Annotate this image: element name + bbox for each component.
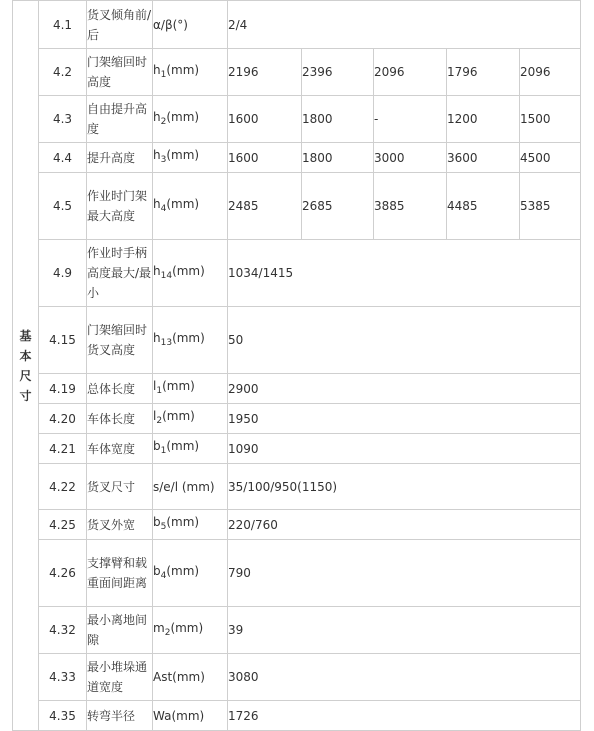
table-row bbox=[13, 607, 581, 654]
parameter-symbol bbox=[153, 173, 228, 240]
value-cell: 3080 bbox=[228, 654, 581, 701]
row-number: 4.35 bbox=[39, 701, 87, 731]
row-number: 4.2 bbox=[39, 49, 87, 96]
value-cell: 1950 bbox=[228, 404, 581, 434]
parameter-name: 自由提升高度 bbox=[87, 96, 153, 143]
table-row bbox=[13, 404, 581, 434]
row-number: 4.21 bbox=[39, 434, 87, 464]
value-cell: 4485 bbox=[447, 173, 520, 240]
value-cell: 2485 bbox=[228, 173, 302, 240]
parameter-name: 提升高度 bbox=[87, 143, 153, 173]
symbol-text: m bbox=[153, 620, 165, 635]
symbol-subscript: 4 bbox=[160, 203, 167, 214]
symbol-text: (mm) bbox=[166, 62, 200, 77]
table-row bbox=[13, 701, 581, 731]
symbol-text: h bbox=[153, 148, 161, 162]
value-cell: 50 bbox=[228, 307, 581, 374]
value-cell: 1090 bbox=[228, 434, 581, 464]
row-number: 4.26 bbox=[39, 540, 87, 607]
value-cell: 3600 bbox=[447, 143, 520, 173]
symbol-subscript: 1 bbox=[160, 446, 167, 456]
parameter-symbol bbox=[153, 374, 228, 404]
value-cell: - bbox=[374, 96, 447, 143]
value-cell: 1200 bbox=[447, 96, 520, 143]
value-cell: 2396 bbox=[302, 49, 374, 96]
parameter-name: 门架缩回时货叉高度 bbox=[87, 307, 153, 374]
table-row bbox=[13, 374, 581, 404]
value-cell: 2/4 bbox=[228, 1, 581, 49]
table-row bbox=[13, 654, 581, 701]
symbol-text: h bbox=[153, 62, 161, 77]
value-cell: 4500 bbox=[520, 143, 581, 173]
parameter-name: 车体长度 bbox=[87, 404, 153, 434]
parameter-symbol bbox=[153, 404, 228, 434]
value-cell: 1796 bbox=[447, 49, 520, 96]
parameter-name: 作业时门架最大高度 bbox=[87, 173, 153, 240]
value-cell: 3885 bbox=[374, 173, 447, 240]
symbol-text: h bbox=[153, 263, 161, 278]
value-cell: 2196 bbox=[228, 49, 302, 96]
parameter-name: 门架缩回时高度 bbox=[87, 49, 153, 96]
symbol-text: h bbox=[153, 330, 161, 345]
symbol-subscript: 1 bbox=[156, 386, 163, 396]
parameter-name: 转弯半径 bbox=[87, 701, 153, 731]
symbol-text: h bbox=[153, 196, 161, 211]
symbol-text: (mm) bbox=[166, 196, 200, 211]
symbol-subscript: 2 bbox=[156, 416, 163, 426]
row-number: 4.1 bbox=[39, 1, 87, 49]
table-row bbox=[13, 49, 581, 96]
table-row bbox=[13, 1, 581, 49]
parameter-symbol bbox=[153, 510, 228, 540]
symbol-text: (mm) bbox=[162, 409, 195, 423]
value-cell: 2685 bbox=[302, 173, 374, 240]
parameter-symbol bbox=[153, 307, 228, 374]
row-number: 4.32 bbox=[39, 607, 87, 654]
row-number: 4.4 bbox=[39, 143, 87, 173]
symbol-text: α/β(°) bbox=[153, 17, 188, 32]
parameter-symbol bbox=[153, 49, 228, 96]
parameter-name: 货叉外宽 bbox=[87, 510, 153, 540]
value-cell: 1600 bbox=[228, 143, 302, 173]
parameter-name: 货叉倾角前/后 bbox=[87, 1, 153, 49]
value-cell: 2900 bbox=[228, 374, 581, 404]
symbol-text: Wa(mm) bbox=[153, 708, 205, 723]
parameter-name: 最小离地间隙 bbox=[87, 607, 153, 654]
symbol-subscript: 5 bbox=[160, 522, 167, 532]
symbol-text: (mm) bbox=[172, 330, 205, 345]
value-cell: 1600 bbox=[228, 96, 302, 143]
parameter-symbol bbox=[153, 701, 228, 731]
parameter-name: 货叉尺寸 bbox=[87, 464, 153, 510]
value-cell: 2096 bbox=[520, 49, 581, 96]
symbol-text: (mm) bbox=[166, 148, 200, 162]
symbol-subscript: 13 bbox=[160, 337, 173, 348]
symbol-text: (mm) bbox=[166, 563, 200, 578]
value-cell: 220/760 bbox=[228, 510, 581, 540]
table-row bbox=[13, 434, 581, 464]
parameter-symbol bbox=[153, 464, 228, 510]
symbol-text: l bbox=[153, 379, 157, 393]
value-cell: 1800 bbox=[302, 96, 374, 143]
value-cell: 3000 bbox=[374, 143, 447, 173]
row-number: 4.15 bbox=[39, 307, 87, 374]
table-row bbox=[13, 173, 581, 240]
value-cell: 1800 bbox=[302, 143, 374, 173]
symbol-text: b bbox=[153, 515, 161, 529]
value-cell: 1034/1415 bbox=[228, 240, 581, 307]
symbol-text: Ast(mm) bbox=[153, 670, 205, 684]
parameter-symbol bbox=[153, 240, 228, 307]
symbol-subscript: 2 bbox=[160, 116, 167, 127]
table-row bbox=[13, 240, 581, 307]
parameter-name: 支撑臂和载重面间距离 bbox=[87, 540, 153, 607]
parameter-symbol bbox=[153, 434, 228, 464]
table-row bbox=[13, 96, 581, 143]
row-number: 4.25 bbox=[39, 510, 87, 540]
value-cell: 35/100/950(1150) bbox=[228, 464, 581, 510]
value-cell: 1500 bbox=[520, 96, 581, 143]
parameter-name: 总体长度 bbox=[87, 374, 153, 404]
row-number: 4.19 bbox=[39, 374, 87, 404]
value-cell: 5385 bbox=[520, 173, 581, 240]
parameter-symbol bbox=[153, 540, 228, 607]
symbol-text: (mm) bbox=[166, 109, 200, 124]
parameter-symbol bbox=[153, 607, 228, 654]
symbol-text: b bbox=[153, 563, 161, 578]
value-cell: 2096 bbox=[374, 49, 447, 96]
symbol-text: (mm) bbox=[162, 379, 195, 393]
symbol-text: (mm) bbox=[170, 620, 204, 635]
parameter-symbol bbox=[153, 1, 228, 49]
parameter-name: 车体宽度 bbox=[87, 434, 153, 464]
row-number: 4.5 bbox=[39, 173, 87, 240]
row-number: 4.20 bbox=[39, 404, 87, 434]
row-number: 4.22 bbox=[39, 464, 87, 510]
row-number: 4.9 bbox=[39, 240, 87, 307]
symbol-subscript: 4 bbox=[160, 570, 167, 581]
symbol-text: (mm) bbox=[166, 515, 200, 529]
symbol-text: (mm) bbox=[166, 439, 200, 453]
parameter-symbol bbox=[153, 143, 228, 173]
value-cell: 1726 bbox=[228, 701, 581, 731]
row-number: 4.3 bbox=[39, 96, 87, 143]
symbol-text: s/e/l (mm) bbox=[153, 479, 215, 494]
value-cell: 39 bbox=[228, 607, 581, 654]
spec-table bbox=[12, 0, 581, 731]
group-label: 基 本 尺 寸 bbox=[13, 1, 39, 731]
symbol-subscript: 14 bbox=[160, 270, 173, 281]
symbol-text: b bbox=[153, 439, 161, 453]
row-number: 4.33 bbox=[39, 654, 87, 701]
parameter-name: 最小堆垛通道宽度 bbox=[87, 654, 153, 701]
symbol-text: h bbox=[153, 109, 161, 124]
parameter-symbol bbox=[153, 654, 228, 701]
value-cell: 790 bbox=[228, 540, 581, 607]
table-row bbox=[13, 510, 581, 540]
symbol-subscript: 1 bbox=[160, 69, 167, 80]
table-row bbox=[13, 464, 581, 510]
table-row bbox=[13, 307, 581, 374]
symbol-text: (mm) bbox=[172, 263, 205, 278]
table-row bbox=[13, 540, 581, 607]
symbol-subscript: 3 bbox=[160, 155, 167, 165]
symbol-text: l bbox=[153, 409, 157, 423]
parameter-symbol bbox=[153, 96, 228, 143]
spec-table-body bbox=[13, 1, 581, 731]
table-row bbox=[13, 143, 581, 173]
symbol-subscript: 2 bbox=[164, 627, 171, 638]
parameter-name: 作业时手柄高度最大/最小 bbox=[87, 240, 153, 307]
